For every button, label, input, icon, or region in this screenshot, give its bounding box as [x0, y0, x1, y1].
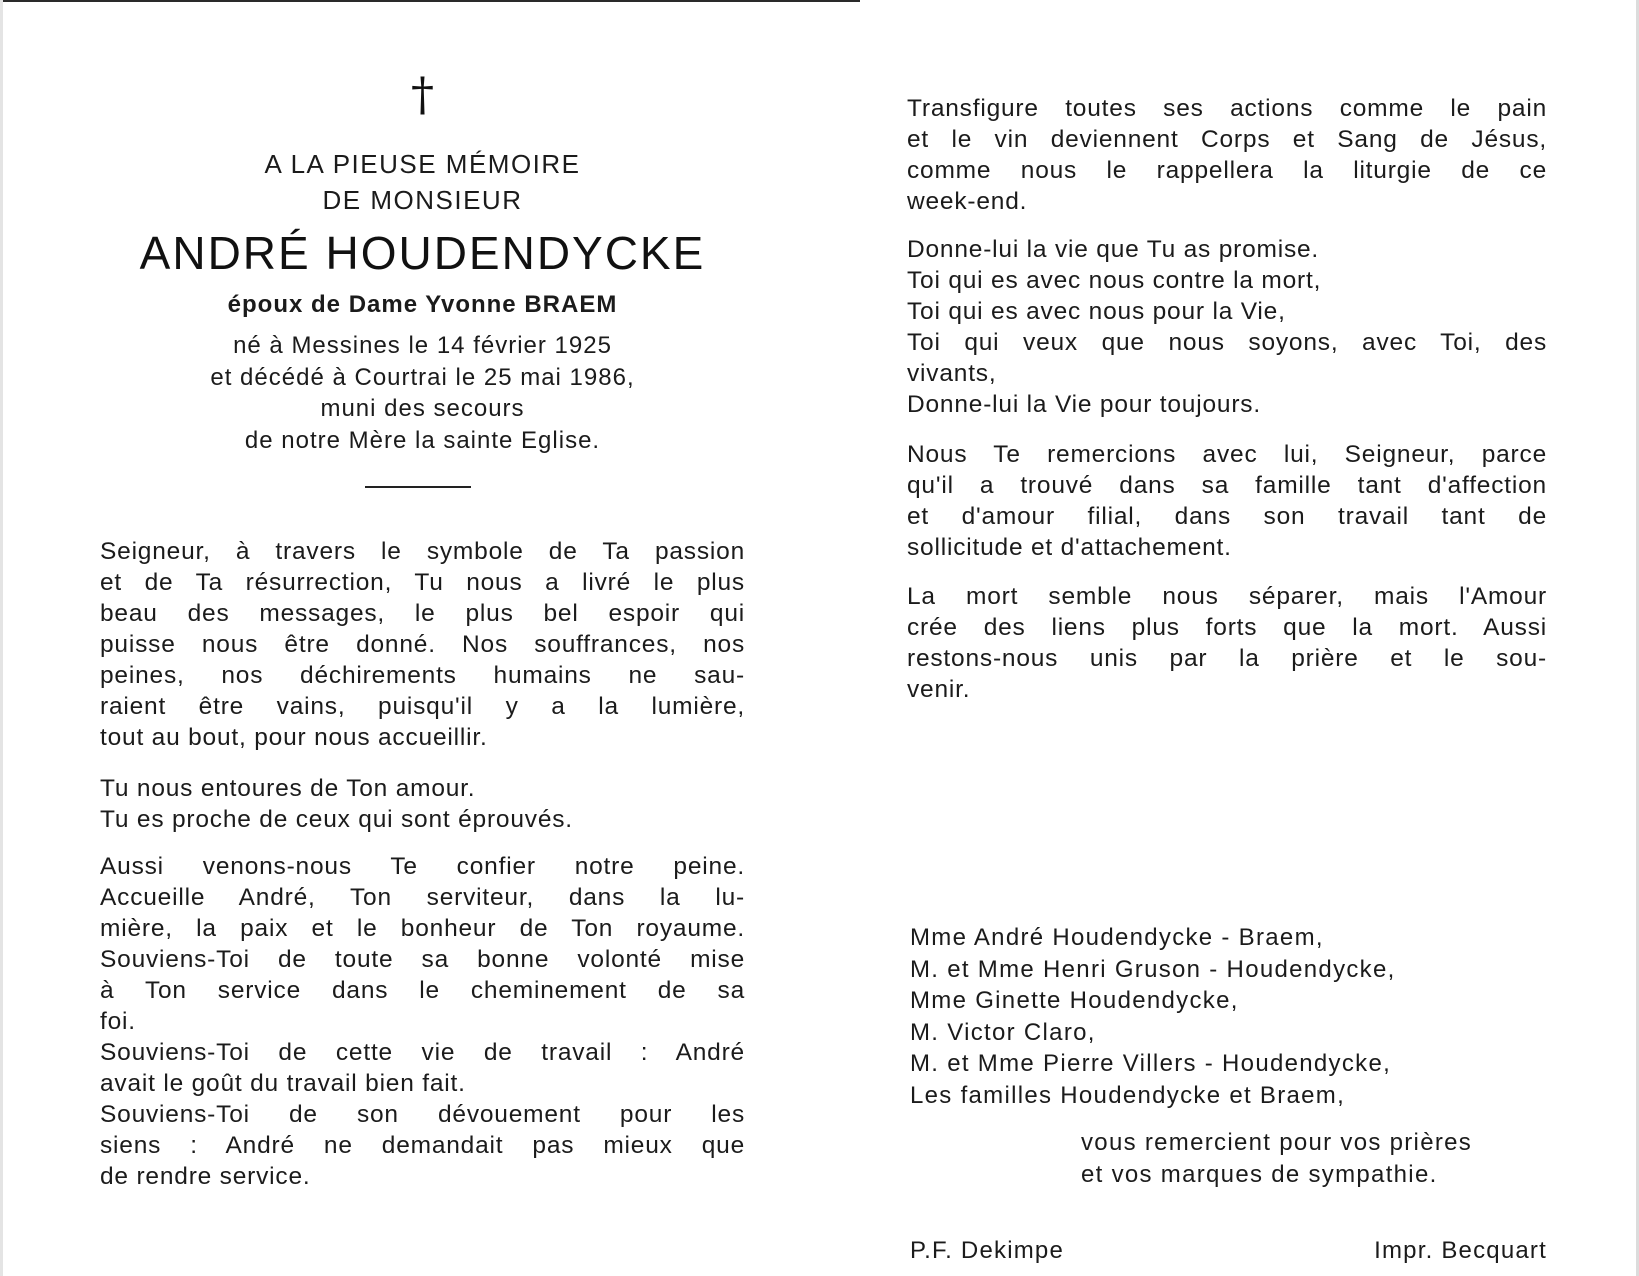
- text-line: à Ton service dans le cheminement de sa: [100, 977, 745, 1004]
- text-line: Aussi venons-nous Te confier notre peine.: [100, 853, 745, 880]
- bio-line: muni des secours: [320, 395, 525, 422]
- text-line: peines, nos déchirements humains ne sau-: [100, 662, 745, 689]
- text-line: Toi qui es avec nous pour la Vie,: [907, 298, 1286, 325]
- prayer-paragraph-1: [100, 536, 745, 753]
- text-line: beau des messages, le plus bel espoir qui: [100, 600, 745, 627]
- text-line: venir.: [907, 676, 971, 703]
- text-line: Accueille André, Ton serviteur, dans la lu-: [100, 884, 745, 911]
- left-page: [100, 0, 745, 1276]
- funeral-home-credit: P.F. Dekimpe: [910, 1237, 1065, 1264]
- text-line: raient être vains, puisqu'il y a la lumière,: [100, 693, 745, 720]
- text-line: foi.: [100, 1008, 136, 1035]
- memoire-line: DE MONSIEUR: [322, 185, 523, 215]
- text-line: Nous Te remercions avec lui, Seigneur, parce: [907, 441, 1547, 468]
- family-list: [910, 922, 1530, 1111]
- divider-line: [365, 486, 471, 488]
- family-line: M. et Mme Pierre Villers - Houdendycke,: [910, 1050, 1392, 1077]
- text-line: Souviens-Toi de cette vie de travail : André: [100, 1039, 745, 1066]
- cross-icon: †: [411, 67, 434, 121]
- family-line: M. Victor Claro,: [910, 1018, 1096, 1046]
- family-line: Mme André Houdendycke - Braem,: [910, 924, 1324, 951]
- text-line: crée des liens plus forts que la mort. Aussi: [907, 614, 1547, 641]
- prayer-paragraph-5: [907, 234, 1547, 420]
- text-line: restons-nous unis par la prière et le sou-: [907, 645, 1547, 672]
- text-line: tout au bout, pour nous accueillir.: [100, 724, 488, 751]
- thanks-line: et vos marques de sympathie.: [1081, 1160, 1438, 1188]
- text-line: Seigneur, à travers le symbole de Ta passion: [100, 538, 745, 565]
- text-line: qu'il a trouvé dans sa famille tant d'affection: [907, 472, 1547, 499]
- text-line: Donne-lui la Vie pour toujours.: [907, 391, 1261, 418]
- bio-line: né à Messines le 14 février 1925: [233, 332, 612, 359]
- text-line: Souviens-Toi de toute sa bonne volonté mise: [100, 946, 745, 973]
- prayer-paragraph-2: [100, 773, 745, 835]
- text-line: mière, la paix et le bonheur de Ton royaume.: [100, 915, 745, 942]
- thanks-line: vous remercient pour vos prières: [1081, 1129, 1473, 1156]
- family-line: Mme Ginette Houdendycke,: [910, 987, 1239, 1014]
- text-line: comme nous le rappellera la liturgie de ce: [907, 157, 1547, 184]
- text-line: Toi qui veux que nous soyons, avec Toi, des: [907, 329, 1547, 356]
- spouse-line: époux de Dame Yvonne BRAEM: [227, 291, 618, 318]
- text-line: de rendre service.: [100, 1163, 311, 1190]
- text-line: Transfigure toutes ses actions comme le pain: [907, 95, 1547, 122]
- left-page-edge: [0, 0, 3, 1276]
- text-line: puisse nous être donné. Nos souffrances, nos: [100, 631, 745, 658]
- text-line: siens : André ne demandait pas mieux que: [100, 1132, 745, 1159]
- prayer-paragraph-7: [907, 581, 1547, 705]
- printer-credit: Impr. Becquart: [1374, 1237, 1547, 1264]
- prayer-paragraph-6: [907, 439, 1547, 563]
- prayer-paragraph-4: [907, 93, 1547, 217]
- right-page: [907, 0, 1547, 1276]
- thanks-block: [1081, 1127, 1551, 1190]
- family-line: M. et Mme Henri Gruson - Houdendycke,: [910, 955, 1396, 983]
- text-line: avait le goût du travail bien fait.: [100, 1070, 466, 1097]
- bio-block: [100, 330, 745, 456]
- text-line: et d'amour filial, dans son travail tant de: [907, 503, 1547, 530]
- text-line: Toi qui es avec nous contre la mort,: [907, 267, 1322, 294]
- text-line: Souviens-Toi de son dévouement pour les: [100, 1101, 745, 1128]
- text-line: Tu nous entoures de Ton amour.: [100, 775, 476, 802]
- text-line: vivants,: [907, 360, 997, 387]
- text-line: week-end.: [907, 188, 1028, 215]
- family-line: Les familles Houdendycke et Braem,: [910, 1081, 1346, 1109]
- text-line: et de Ta résurrection, Tu nous a livré le plus: [100, 569, 745, 596]
- prayer-paragraph-3: [100, 851, 745, 1192]
- bio-line: de notre Mère la sainte Eglise.: [244, 426, 601, 454]
- text-line: La mort semble nous séparer, mais l'Amour: [907, 583, 1547, 610]
- deceased-name: ANDRÉ HOUDENDYCKE: [139, 227, 706, 279]
- text-line: sollicitude et d'attachement.: [907, 534, 1232, 561]
- bio-line: et décédé à Courtrai le 25 mai 1986,: [210, 363, 635, 391]
- text-line: et le vin deviennent Corps et Sang de Jésus,: [907, 126, 1547, 153]
- memoire-heading: [100, 146, 745, 218]
- text-line: Tu es proche de ceux qui sont éprouvés.: [100, 806, 573, 833]
- memoire-line: A LA PIEUSE MÉMOIRE: [264, 149, 581, 179]
- text-line: Donne-lui la vie que Tu as promise.: [907, 236, 1320, 263]
